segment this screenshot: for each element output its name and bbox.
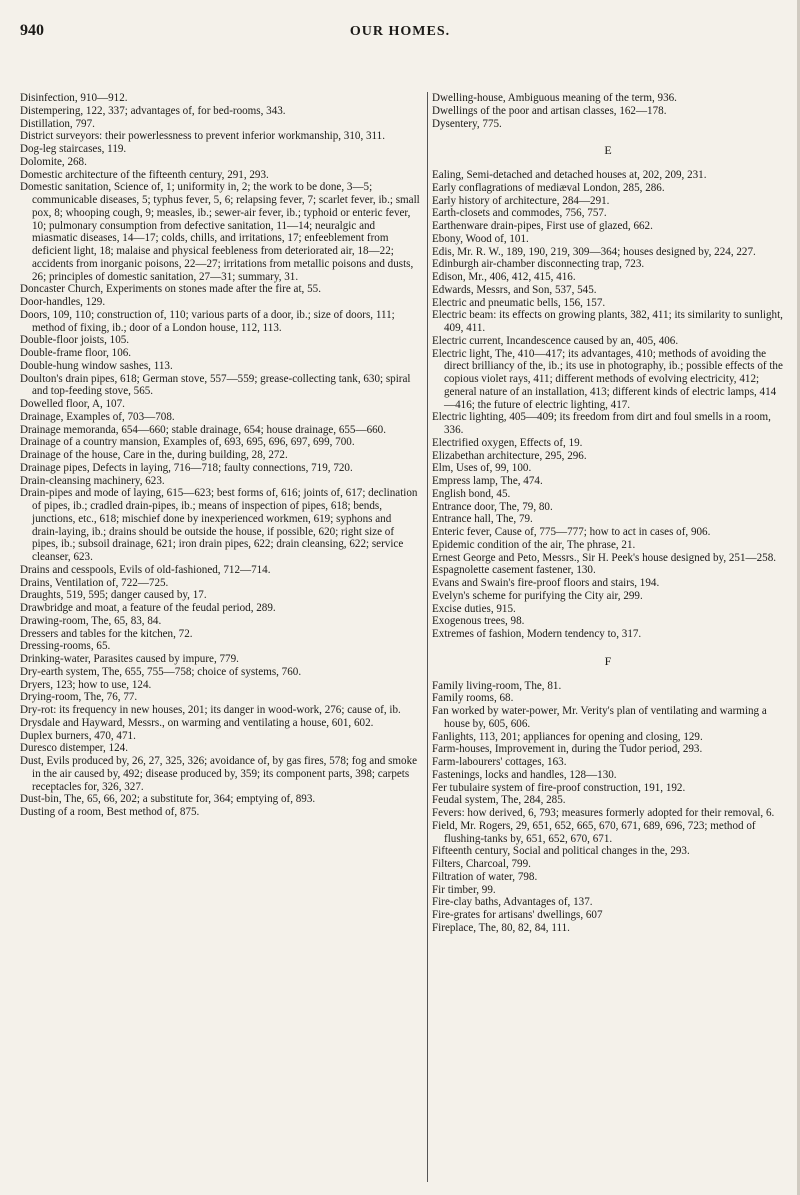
e-entries [432, 169, 784, 641]
index-entry: Field, Mr. Rogers, 29, 651, 652, 665, 670, 671, 689, 696, 723; method of flushing-tanks by, 651, 652, 670, 671. [432, 819, 756, 845]
index-entry: District surveyors: their powerlessness to prevent inferior workmanship, 310, 311. [20, 130, 385, 143]
index-entry: Fer tubulaire system of fire-proof construction, 191, 192. [432, 781, 686, 794]
index-entry: Fire-grates for artisans' dwellings, 607 [432, 909, 603, 921]
index-entry: Earthenware drain-pipes, First use of glazed, 662. [432, 220, 653, 232]
index-entry: Dysentery, 775. [432, 117, 502, 130]
index-entry: Exogenous trees, 98. [432, 615, 525, 628]
index-entry: Duplex burners, 470, 471. [20, 729, 136, 742]
index-entry: English bond, 45. [432, 487, 511, 500]
index-entry: Electric lighting, 405—409; its freedom from dirt and foul smells in a room, 336. [432, 411, 771, 436]
f-entries [432, 680, 784, 935]
index-entry: Entrance hall, The, 79. [432, 513, 533, 526]
index-entry: Dust-bin, The, 65, 66, 202; a substitute for, 364; emptying of, 893. [20, 793, 316, 806]
index-entry: Edis, Mr. R. W., 189, 190, 219, 309—364; houses designed by, 224, 227. [432, 245, 756, 258]
index-entry: Distempering, 122, 337; advantages of, for bed-rooms, 343. [20, 104, 286, 117]
index-entry: Feudal system, The, 284, 285. [432, 794, 566, 807]
index-entry: Drainage of a country mansion, Examples of, 693, 695, 696, 697, 699, 700. [20, 436, 355, 449]
index-entry: Door-handles, 129. [20, 296, 106, 308]
index-entry: Dressing-rooms, 65. [20, 640, 111, 653]
index-entry: Electric light, The, 410—417; its advantages, 410; methods of avoiding the direct brilliancy of the, ib.; its use in photography, ib.; possible effects of the copious violet rays, 411; different methods of evolving electricity, 412; general nature of an installation, 413; different kinds of electric lamps, 414—416; the future of electric lighting, 417. [432, 347, 783, 411]
index-entry: Fastenings, locks and handles, 128—130. [432, 768, 617, 781]
d-entries-continued [432, 92, 784, 130]
index-entry: Fan worked by water-power, Mr. Verity's plan of ventilating and warming a house by, 605, 606. [432, 705, 767, 730]
index-entry: Filtration of water, 798. [432, 870, 538, 883]
index-entry: Elizabethan architecture, 295, 296. [432, 449, 587, 462]
index-entry: Espagnolette casement fastener, 130. [432, 564, 596, 577]
index-entry: Drying-room, The, 76, 77. [20, 691, 138, 704]
index-entry: Doncaster Church, Experiments on stones made after the fire at, 55. [20, 283, 321, 296]
column-divider [427, 92, 428, 1182]
index-entry: Domestic architecture of the fifteenth century, 291, 293. [20, 168, 269, 181]
index-entry: Dusting of a room, Best method of, 875. [20, 806, 200, 818]
index-entry: Farm-labourers' cottages, 163. [432, 756, 567, 768]
index-entry: Electrified oxygen, Effects of, 19. [432, 436, 583, 449]
index-entry: Earth-closets and commodes, 756, 757. [432, 207, 607, 220]
index-entry: Drainage pipes, Defects in laying, 716—718; faulty connections, 719, 720. [20, 461, 353, 474]
running-head: OUR HOMES. [349, 24, 451, 39]
index-entry: Fir timber, 99. [432, 883, 496, 896]
index-entry: Dog-leg staircases, 119. [20, 143, 127, 155]
index-entry: Dressers and tables for the kitchen, 72. [20, 627, 193, 640]
index-entry: Dolomite, 268. [20, 155, 87, 168]
index-entry: Early conflagrations of mediæval London, 285, 286. [432, 181, 665, 194]
section-heading-f: F [604, 653, 612, 668]
index-entry: Edinburgh air-chamber disconnecting trap, 723. [432, 258, 645, 271]
index-entry: Fanlights, 113, 201; appliances for opening and closing, 129. [432, 730, 703, 743]
index-entry: Disinfection, 910—912. [20, 92, 128, 104]
index-entry: Fireplace, The, 80, 82, 84, 111. [432, 921, 570, 934]
index-entry: Drain-pipes and mode of laying, 615—623; best forms of, 616; joints of, 617; declination of pipes, ib.; cradled drain-pipes, ib.; means of inspection of pipes, 618; bends, junctions, etc., 618; mischief done by inexperienced workmen, 619; syphons and drain-laying, ib.; drains should be outside the house, if possible, 620; right size of pipes, ib.; subsoil drainage, 621; iron drain pipes, 622; drain cleansing, 622; service cleanser, 623. [20, 487, 418, 563]
index-entry: Drain-cleansing machinery, 623. [20, 474, 165, 487]
index-entry: Extremes of fashion, Modern tendency to, 317. [432, 628, 642, 640]
index-entry: Dry-rot: its frequency in new houses, 201; its danger in wood-work, 276; cause of, ib. [20, 704, 401, 716]
index-column-right [432, 92, 784, 935]
index-entry: Empress lamp, The, 474. [432, 475, 543, 487]
index-entry: Excise duties, 915. [432, 602, 516, 615]
index-entry: Ebony, Wood of, 101. [432, 232, 529, 245]
index-entry: Drawing-room, The, 65, 83, 84. [20, 614, 162, 627]
page-number: 940 [20, 22, 44, 39]
index-entry: Fevers: how derived, 6, 793; measures formerly adopted for their removal, 6. [432, 807, 775, 819]
index-entry: Epidemic condition of the air, The phrase, 21. [432, 538, 636, 551]
index-entry: Double-hung window sashes, 113. [20, 359, 173, 372]
index-entry: Family rooms, 68. [432, 692, 514, 705]
index-entry: Fifteenth century, Social and political changes in the, 293. [432, 845, 690, 858]
index-entry: Drainage, Examples of, 703—708. [20, 410, 175, 423]
index-entry: Dwellings of the poor and artisan classes, 162—178. [432, 104, 667, 117]
index-entry: Dry-earth system, The, 655, 755—758; choice of systems, 760. [20, 665, 302, 678]
index-entry: Dryers, 123; how to use, 124. [20, 678, 152, 691]
index-entry: Double-floor joists, 105. [20, 334, 130, 347]
index-entry: Draughts, 519, 595; danger caused by, 17. [20, 589, 207, 602]
index-entry: Doors, 109, 110; construction of, 110; various parts of a door, ib.; size of doors, 111; method of fixing, ib.; door of a London house, 112, 113. [20, 308, 395, 334]
index-entry: Distillation, 797. [20, 117, 95, 130]
index-entry: Fire-clay baths, Advantages of, 137. [432, 896, 593, 909]
index-entry: Edwards, Messrs, and Son, 537, 545. [432, 283, 597, 296]
index-entry: Elm, Uses of, 99, 100. [432, 462, 532, 475]
index-entry: Drains and cesspools, Evils of old-fashioned, 712—714. [20, 563, 271, 576]
index-entry: Entrance door, The, 79, 80. [432, 500, 553, 513]
index-entry: Duresco distemper, 124. [20, 742, 129, 755]
index-entry: Drainage memoranda, 654—660; stable drainage, 654; house drainage, 655—660. [20, 423, 386, 436]
index-entry: Edison, Mr., 406, 412, 415, 416. [432, 271, 576, 283]
index-entry: Dust, Evils produced by, 26, 27, 325, 326; avoidance of, by gas fires, 578; fog and smoke in the air caused by, 492; disease produced by, 359; its component parts, 398; carpets receptacles for, 326, 327. [20, 755, 418, 793]
index-entry: Doulton's drain pipes, 618; German stove, 557—559; grease-collecting tank, 630; spiral and top-feeding stove, 565. [20, 372, 411, 398]
section-heading-e: E [604, 143, 612, 158]
index-entry: Ealing, Semi-detached and detached houses at, 202, 209, 231. [432, 169, 707, 181]
index-entry: Domestic sanitation, Science of, 1; uniformity in, 2; the work to be done, 3—5; communicable diseases, 5; typhus fever, 5, 6; relapsing fever, 7; scarlet fever, ib.; small pox, 8; whooping cough, 9; measles, ib.; sewer-air fever, ib.; typhoid or enteric fever, 10; pulmonary consumption from defective sanitation, 11—14; neuralgic and miasmatic diseases, 14—17; colds, chills, and irritations, 17; enfeeblement from deficient light, 18; malaise and physical feebleness from deteriorated air, 18—22; accidents from inorganic poisons, 22—27; irritations from metallic poisons and dusts, 26; principles of domestic sanitation, 27—31; summary, 31. [20, 181, 420, 283]
index-column-left [20, 92, 420, 819]
index-entry: Evelyn's scheme for purifying the City air, 299. [432, 589, 643, 602]
index-entry: Drains, Ventilation of, 722—725. [20, 576, 169, 589]
index-entry: Electric and pneumatic bells, 156, 157. [432, 296, 606, 309]
index-entry: Drysdale and Hayward, Messrs., on warming and ventilating a house, 601, 602. [20, 716, 374, 729]
index-entry: Enteric fever, Cause of, 775—777; how to act in cases of, 906. [432, 526, 711, 538]
index-entry: Double-frame floor, 106. [20, 347, 132, 359]
index-entry: Drainage of the house, Care in the, during building, 28, 272. [20, 449, 288, 461]
index-entry: Dowelled floor, A, 107. [20, 398, 125, 410]
index-entry: Family living-room, The, 81. [432, 679, 562, 692]
index-entry: Dwelling-house, Ambiguous meaning of the term, 936. [432, 92, 677, 104]
index-entry: Farm-houses, Improvement in, during the Tudor period, 293. [432, 743, 703, 756]
index-entry: Electric current, Incandescence caused by an, 405, 406. [432, 334, 679, 347]
index-entry: Ernest George and Peto, Messrs., Sir H. Peek's house designed by, 251—258. [432, 551, 777, 564]
index-entry: Filters, Charcoal, 799. [432, 858, 531, 870]
index-entry: Drawbridge and moat, a feature of the feudal period, 289. [20, 602, 276, 614]
index-entry: Evans and Swain's fire-proof floors and stairs, 194. [432, 577, 660, 589]
index-entry: Early history of architecture, 284—291. [432, 194, 610, 207]
index-entry: Drinking-water, Parasites caused by impure, 779. [20, 653, 239, 665]
index-entry: Electric beam: its effects on growing plants, 382, 411; its similarity to sunlight, 409, 411. [432, 309, 783, 334]
